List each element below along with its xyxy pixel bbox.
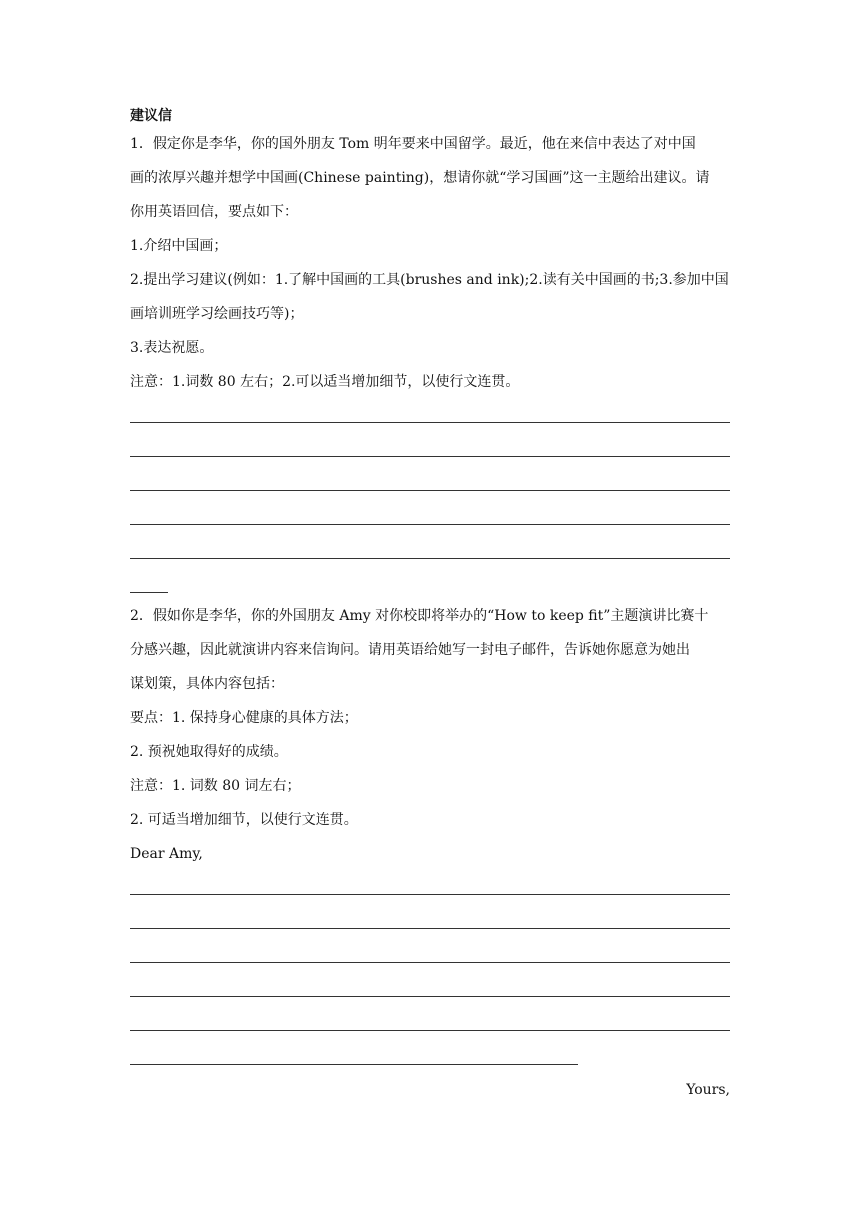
q2-note-1: 注意：1. 词数 80 词左右； — [130, 778, 301, 794]
answer-line — [130, 456, 730, 457]
q2-text-line-3: 谋划策，具体内容包括： — [130, 676, 284, 692]
answer-line — [130, 422, 730, 423]
q1-text-line-2: 画的浓厚兴趣并想学中国画(Chinese painting)，想请你就“学习国画”这一主题给出建议。请 — [130, 170, 710, 186]
section-title: 建议信 — [130, 108, 172, 124]
answer-line — [130, 894, 730, 895]
q2-text-line-1: 2．假如你是李华，你的外国朋友 Amy 对你校即将举办的“How to keep fit”主题演讲比赛十 — [130, 608, 709, 624]
answer-line — [130, 490, 730, 491]
q1-text-line-3: 你用英语回信，要点如下： — [130, 204, 298, 220]
answer-line — [130, 1030, 730, 1031]
q1-text-line-1: 1．假定你是李华，你的国外朋友 Tom 明年要来中国留学。最近，他在来信中表达了对中国 — [130, 136, 696, 152]
answer-line — [130, 524, 730, 525]
q2-point-1: 要点：1. 保持身心健康的具体方法； — [130, 710, 358, 726]
answer-line — [130, 962, 730, 963]
q1-point-2: 2.提出学习建议(例如：1.了解中国画的工具(brushes and ink);2.读有关中国画的书;3.参加中国 — [130, 272, 729, 288]
q2-note-2: 2. 可适当增加细节，以使行文连贯。 — [130, 812, 358, 828]
answer-line — [130, 928, 730, 929]
answer-line-short — [130, 1064, 578, 1065]
answer-line — [130, 996, 730, 997]
q2-text-line-2: 分感兴趣，因此就演讲内容来信询问。请用英语给她写一封电子邮件，告诉她你愿意为她出 — [130, 642, 690, 658]
q1-note: 注意：1.词数 80 左右；2.可以适当增加细节，以使行文连贯。 — [130, 374, 520, 390]
q1-point-3: 3.表达祝愿。 — [130, 340, 214, 356]
q1-point-1: 1.介绍中国画； — [130, 238, 228, 254]
letter-salutation: Dear Amy, — [130, 846, 203, 862]
answer-line — [130, 558, 730, 559]
letter-closing: Yours, — [686, 1082, 730, 1098]
answer-line-short — [130, 592, 168, 593]
q1-point-2-cont: 画培训班学习绘画技巧等)； — [130, 306, 304, 322]
q2-point-2: 2. 预祝她取得好的成绩。 — [130, 744, 288, 760]
